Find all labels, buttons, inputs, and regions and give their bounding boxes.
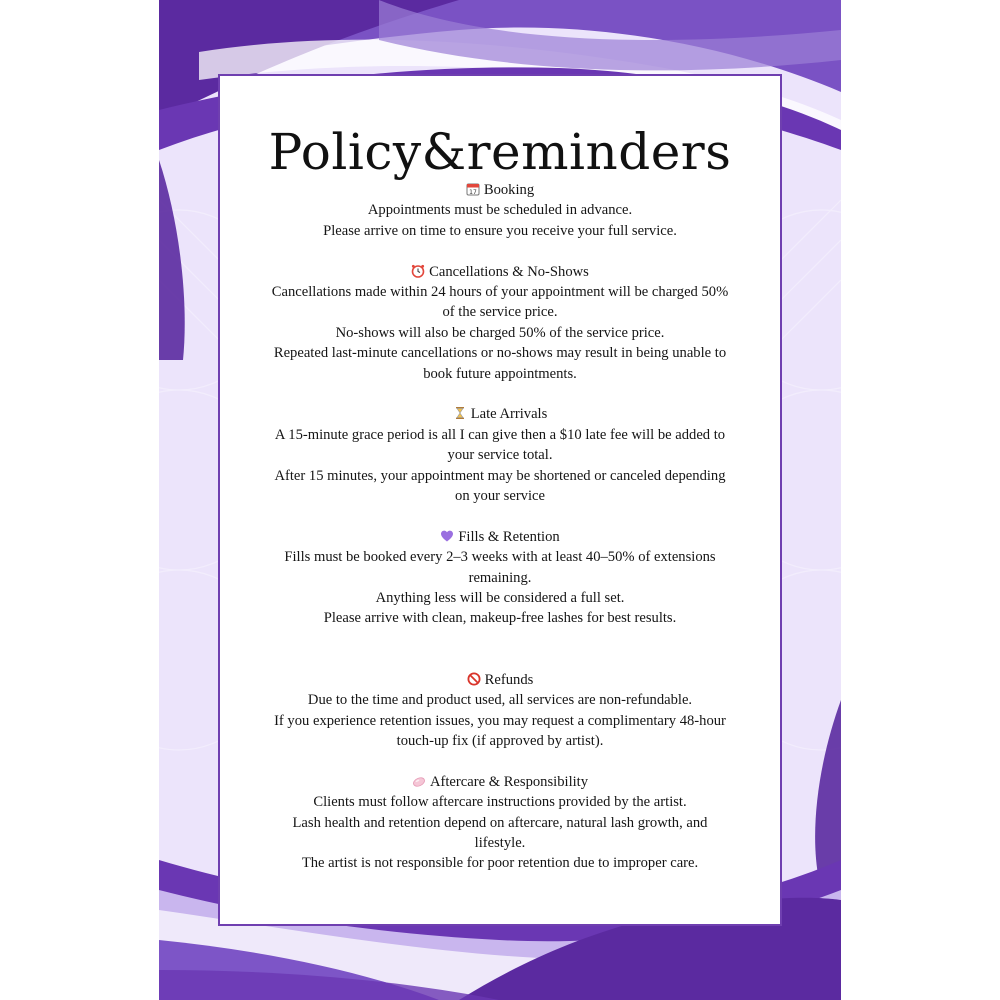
prohibited-icon: [467, 672, 481, 686]
section-heading-label: Refunds: [484, 671, 534, 688]
section-line: Please arrive on time to ensure you receive your full service.: [323, 222, 677, 239]
section-line: Clients must follow aftercare instructions provided by the artist.: [313, 794, 687, 811]
section-aftercare-responsibility: [220, 772, 780, 874]
policy-sections: [220, 180, 780, 874]
section-line: book future appointments.: [423, 365, 577, 382]
section-line: remaining.: [468, 569, 532, 586]
section-heading: [220, 180, 780, 200]
section-spacer: [220, 506, 780, 526]
section-line: Fills must be booked every 2–3 weeks with at least 40–50% of extensions: [284, 549, 716, 566]
section-line: Due to the time and product used, all services are non-refundable.: [307, 692, 693, 709]
section-line: Anything less will be considered a full set.: [375, 590, 625, 607]
section-heading-label: Cancellations & No-Shows: [429, 263, 589, 280]
calendar-icon: [466, 182, 480, 196]
section-heading: [220, 527, 780, 547]
content-panel: [218, 74, 782, 926]
section-cancellations-no-shows: [220, 262, 780, 384]
section-line: on your service: [455, 488, 545, 505]
section-heading-label: Late Arrivals: [470, 406, 548, 423]
section-line: After 15 minutes, your appointment may be shortened or canceled depending: [274, 467, 726, 484]
section-heading: [220, 262, 780, 282]
section-heading: [220, 670, 780, 690]
section-late-arrivals: [220, 404, 780, 506]
soap-icon: [412, 774, 426, 788]
section-line: Please arrive with clean, makeup-free lashes for best results.: [323, 610, 677, 627]
section-line: A 15-minute grace period is all I can give then a $10 late fee will be added to: [274, 426, 726, 443]
section-line: touch-up fix (if approved by artist).: [396, 732, 604, 749]
section-heading-label: Booking: [483, 182, 535, 198]
section-heading: [220, 404, 780, 424]
section-spacer: [220, 384, 780, 404]
svg-text:17: 17: [469, 188, 477, 196]
section-line: Cancellations made within 24 hours of your appointment will be charged 50%: [271, 284, 729, 301]
alarm-clock-icon: [411, 264, 425, 278]
section-heading: [220, 772, 780, 792]
section-line: The artist is not responsible for poor retention due to improper care.: [301, 855, 699, 872]
section-line: lifestyle.: [474, 834, 526, 851]
section-line: Repeated last-minute cancellations or no-shows may result in being unable to: [273, 345, 727, 362]
policy-poster: [159, 0, 841, 1000]
section-line: If you experience retention issues, you may request a complimentary 48-hour: [274, 712, 726, 729]
section-refunds: [220, 670, 780, 752]
section-line: your service total.: [447, 447, 553, 464]
section-line: Appointments must be scheduled in advance.: [367, 202, 633, 219]
section-spacer: [220, 629, 780, 670]
section-line: Lash health and retention depend on aftercare, natural lash growth, and: [292, 814, 708, 831]
section-booking: [220, 180, 780, 241]
section-fills-retention: [220, 527, 780, 629]
section-line: of the service price.: [442, 304, 558, 321]
section-heading-label: Aftercare & Responsibility: [429, 773, 589, 790]
section-line: No-shows will also be charged 50% of the service price.: [335, 324, 665, 341]
section-spacer: [220, 241, 780, 261]
purple-heart-icon: [440, 529, 454, 543]
section-spacer: [220, 751, 780, 771]
section-heading-label: Fills & Retention: [458, 528, 560, 545]
hourglass-icon: [453, 406, 467, 420]
page-title: Policy&reminders: [268, 123, 732, 181]
